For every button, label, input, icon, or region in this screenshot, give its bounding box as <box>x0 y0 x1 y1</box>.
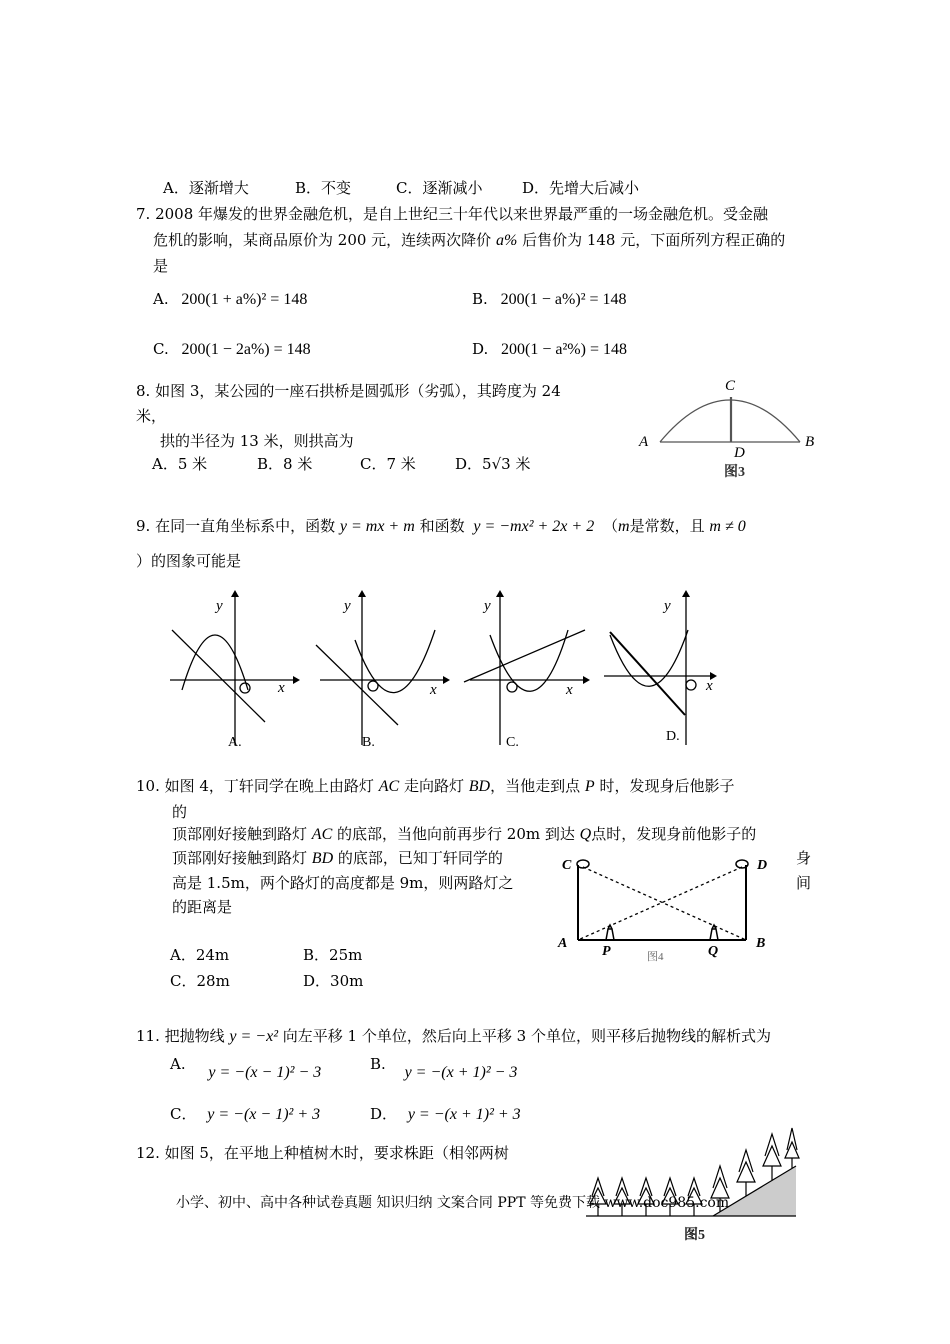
q9-quadratic-function: y = −mx² + 2x + 2 <box>473 518 595 535</box>
axis-x-label: x <box>278 680 285 696</box>
q10-option-d: D．30m <box>303 972 364 990</box>
q7-line3: 是 <box>153 257 169 275</box>
q10-q: Q <box>579 826 592 843</box>
graph-label: D. <box>666 729 680 744</box>
option-label: A. <box>170 1055 186 1073</box>
axis-x-label: x <box>566 682 573 698</box>
q10-line4-end: 身 <box>796 849 812 867</box>
q10-text: 时，发现身后他影子 <box>599 777 735 795</box>
q7-option-d <box>472 340 627 359</box>
q10-option-a: A．24m <box>170 946 230 964</box>
q10-line3 <box>172 823 756 844</box>
option-label: D. <box>472 340 489 358</box>
q6-option-d: D．先增大后减小 <box>522 179 640 197</box>
q10-text: 顶部刚好接触到路灯 <box>172 849 308 867</box>
label-q: Q <box>708 944 719 959</box>
axis-x-label: x <box>430 682 437 698</box>
q11-option-a <box>170 1055 322 1081</box>
footer-text: 小学、初中、高中各种试卷真题 知识归纳 文案合同 PPT 等免费下载 www.doc985.com <box>176 1195 730 1211</box>
graph-label: B. <box>362 735 375 750</box>
q9-param: m <box>618 518 630 535</box>
q10-p: P <box>584 778 595 795</box>
axis-y-label: y <box>216 598 223 614</box>
axis-y-label: y <box>344 598 351 614</box>
figure-3-arch-bridge <box>630 370 830 490</box>
option-label: B. <box>370 1055 386 1073</box>
figure-4-street-lights <box>550 845 780 965</box>
q10-text: ，当他走到点 <box>490 777 581 795</box>
option-label: B. <box>472 290 488 308</box>
q7-option-a <box>153 290 307 309</box>
q10-ac: AC <box>378 778 400 795</box>
q6-option-b: B．不变 <box>295 179 352 197</box>
q9-graph-c <box>460 590 600 750</box>
q11-option-b <box>370 1055 518 1081</box>
q11-text: 向左平移 1 个单位，然后向上平移 3 个单位，则平移后抛物线的解析式为 <box>282 1027 771 1045</box>
graph-label: A. <box>228 735 242 750</box>
q7-option-b <box>472 290 627 309</box>
q11-equation-d: y = −(x + 1)² + 3 <box>407 1106 521 1123</box>
q11-line1 <box>136 1025 771 1046</box>
q8-option-c: C．7 米 <box>360 455 416 473</box>
axis-x-label: x <box>706 678 713 694</box>
q11-equation-c: y = −(x − 1)² + 3 <box>207 1106 321 1123</box>
q9-line2: ）的图象可能是 <box>136 552 242 570</box>
q8-option-a: A．5 米 <box>152 455 208 473</box>
q9-graph-a <box>160 590 300 750</box>
q7-equation-a: 200(1 + a%)² = 148 <box>181 291 308 308</box>
q10-ac: AC <box>311 826 333 843</box>
axis-y-label: y <box>484 598 491 614</box>
q10-text: 的底部，当他向前再步行 20m 到达 <box>337 825 575 843</box>
q9-text: 9. 在同一直角坐标系中，函数 <box>136 517 336 535</box>
q7-discount-var: a% <box>495 232 518 249</box>
label-d: D <box>734 445 745 461</box>
q12-line1: 12. 如图 5，在平地上种植树木时，要求株距（相邻两树 <box>136 1144 509 1162</box>
q8-option-b: B．8 米 <box>257 455 313 473</box>
q8-line2: 米， <box>136 407 167 425</box>
q10-line1 <box>136 775 734 796</box>
q9-text: 和函数 <box>419 517 465 535</box>
q8-line3: 拱的半径为 13 米，则拱高为 <box>160 432 354 450</box>
q11-option-c <box>170 1103 320 1124</box>
q7-equation-b: 200(1 − a%)² = 148 <box>500 291 627 308</box>
option-label: A. <box>153 290 169 308</box>
q8-line1: 8. 如图 3，某公园的一座石拱桥是圆弧形（劣弧），其跨度为 24 <box>136 382 561 400</box>
q6-option-c: C．逐渐减小 <box>396 179 483 197</box>
label-c: C <box>562 858 572 873</box>
q10-option-c: C．28m <box>170 972 230 990</box>
q10-text: 点时，发现身前他影子的 <box>591 825 757 843</box>
q10-bd: BD <box>311 850 334 867</box>
q9-graph-b <box>310 590 450 750</box>
q10-line4 <box>172 847 503 868</box>
q11-function: y = −x² <box>229 1028 278 1045</box>
label-d: D <box>757 858 768 873</box>
q11-option-d <box>370 1103 521 1124</box>
q9-text: 是常数，且 <box>629 517 705 535</box>
q10-option-b: B．25m <box>303 946 363 964</box>
label-a: A <box>558 936 568 951</box>
option-label: C． <box>170 1105 197 1123</box>
q10-text: 顶部刚好接触到路灯 <box>172 825 308 843</box>
q10-line5-end: 间 <box>796 874 812 892</box>
q10-line6: 的距离是 <box>172 898 233 916</box>
q9-condition: m ≠ 0 <box>709 518 746 535</box>
q9-text: （ <box>602 517 618 535</box>
q10-line5: 高是 1.5m，两个路灯的高度都是 9m，则两路灯之 <box>172 874 514 892</box>
label-a: A <box>639 434 649 450</box>
option-label: D． <box>370 1105 398 1123</box>
label-b: B <box>805 434 815 450</box>
q7-option-c <box>153 340 311 359</box>
axis-y-label: y <box>664 598 671 614</box>
q8-option-d: D．5√3 米 <box>455 455 531 473</box>
q6-option-a: A．逐渐增大 <box>163 179 249 197</box>
q10-bd: BD <box>468 778 491 795</box>
q11-equation-a: y = −(x − 1)² − 3 <box>208 1064 322 1081</box>
option-label: C. <box>153 340 169 358</box>
q10-line2: 的 <box>172 803 188 821</box>
q9-linear-function: y = mx + m <box>339 518 415 535</box>
q10-text: 的底部，已知丁轩同学的 <box>337 849 503 867</box>
label-c: C <box>725 378 736 394</box>
figure-caption: 图5 <box>684 1228 705 1243</box>
graph-label: C. <box>506 735 519 750</box>
q11-equation-b: y = −(x + 1)² − 3 <box>404 1064 518 1081</box>
q7-text: 危机的影响，某商品原价为 200 元，连续两次降价 <box>153 231 492 249</box>
q7-equation-d: 200(1 − a²%) = 148 <box>501 341 627 358</box>
q10-text: 走向路灯 <box>403 777 464 795</box>
label-p: P <box>602 944 611 959</box>
q7-line1: 7. 2008 年爆发的世界金融危机，是自上世纪三十年代以来世界最严重的一场金融危机。受金融 <box>136 205 769 223</box>
figure-5-trees-on-slope <box>578 1112 808 1247</box>
figure-caption: 图4 <box>647 951 664 963</box>
q7-equation-c: 200(1 − 2a%) = 148 <box>181 341 311 358</box>
q9-line1 <box>136 515 746 536</box>
label-b: B <box>756 936 766 951</box>
q10-text: 10. 如图 4，丁轩同学在晚上由路灯 <box>136 777 374 795</box>
q9-graph-d <box>600 590 730 750</box>
figure-caption: 图3 <box>724 465 745 480</box>
q11-text: 11. 把抛物线 <box>136 1027 225 1045</box>
q7-text: 后售价为 148 元，下面所列方程正确的 <box>522 231 786 249</box>
q7-line2 <box>153 229 785 250</box>
